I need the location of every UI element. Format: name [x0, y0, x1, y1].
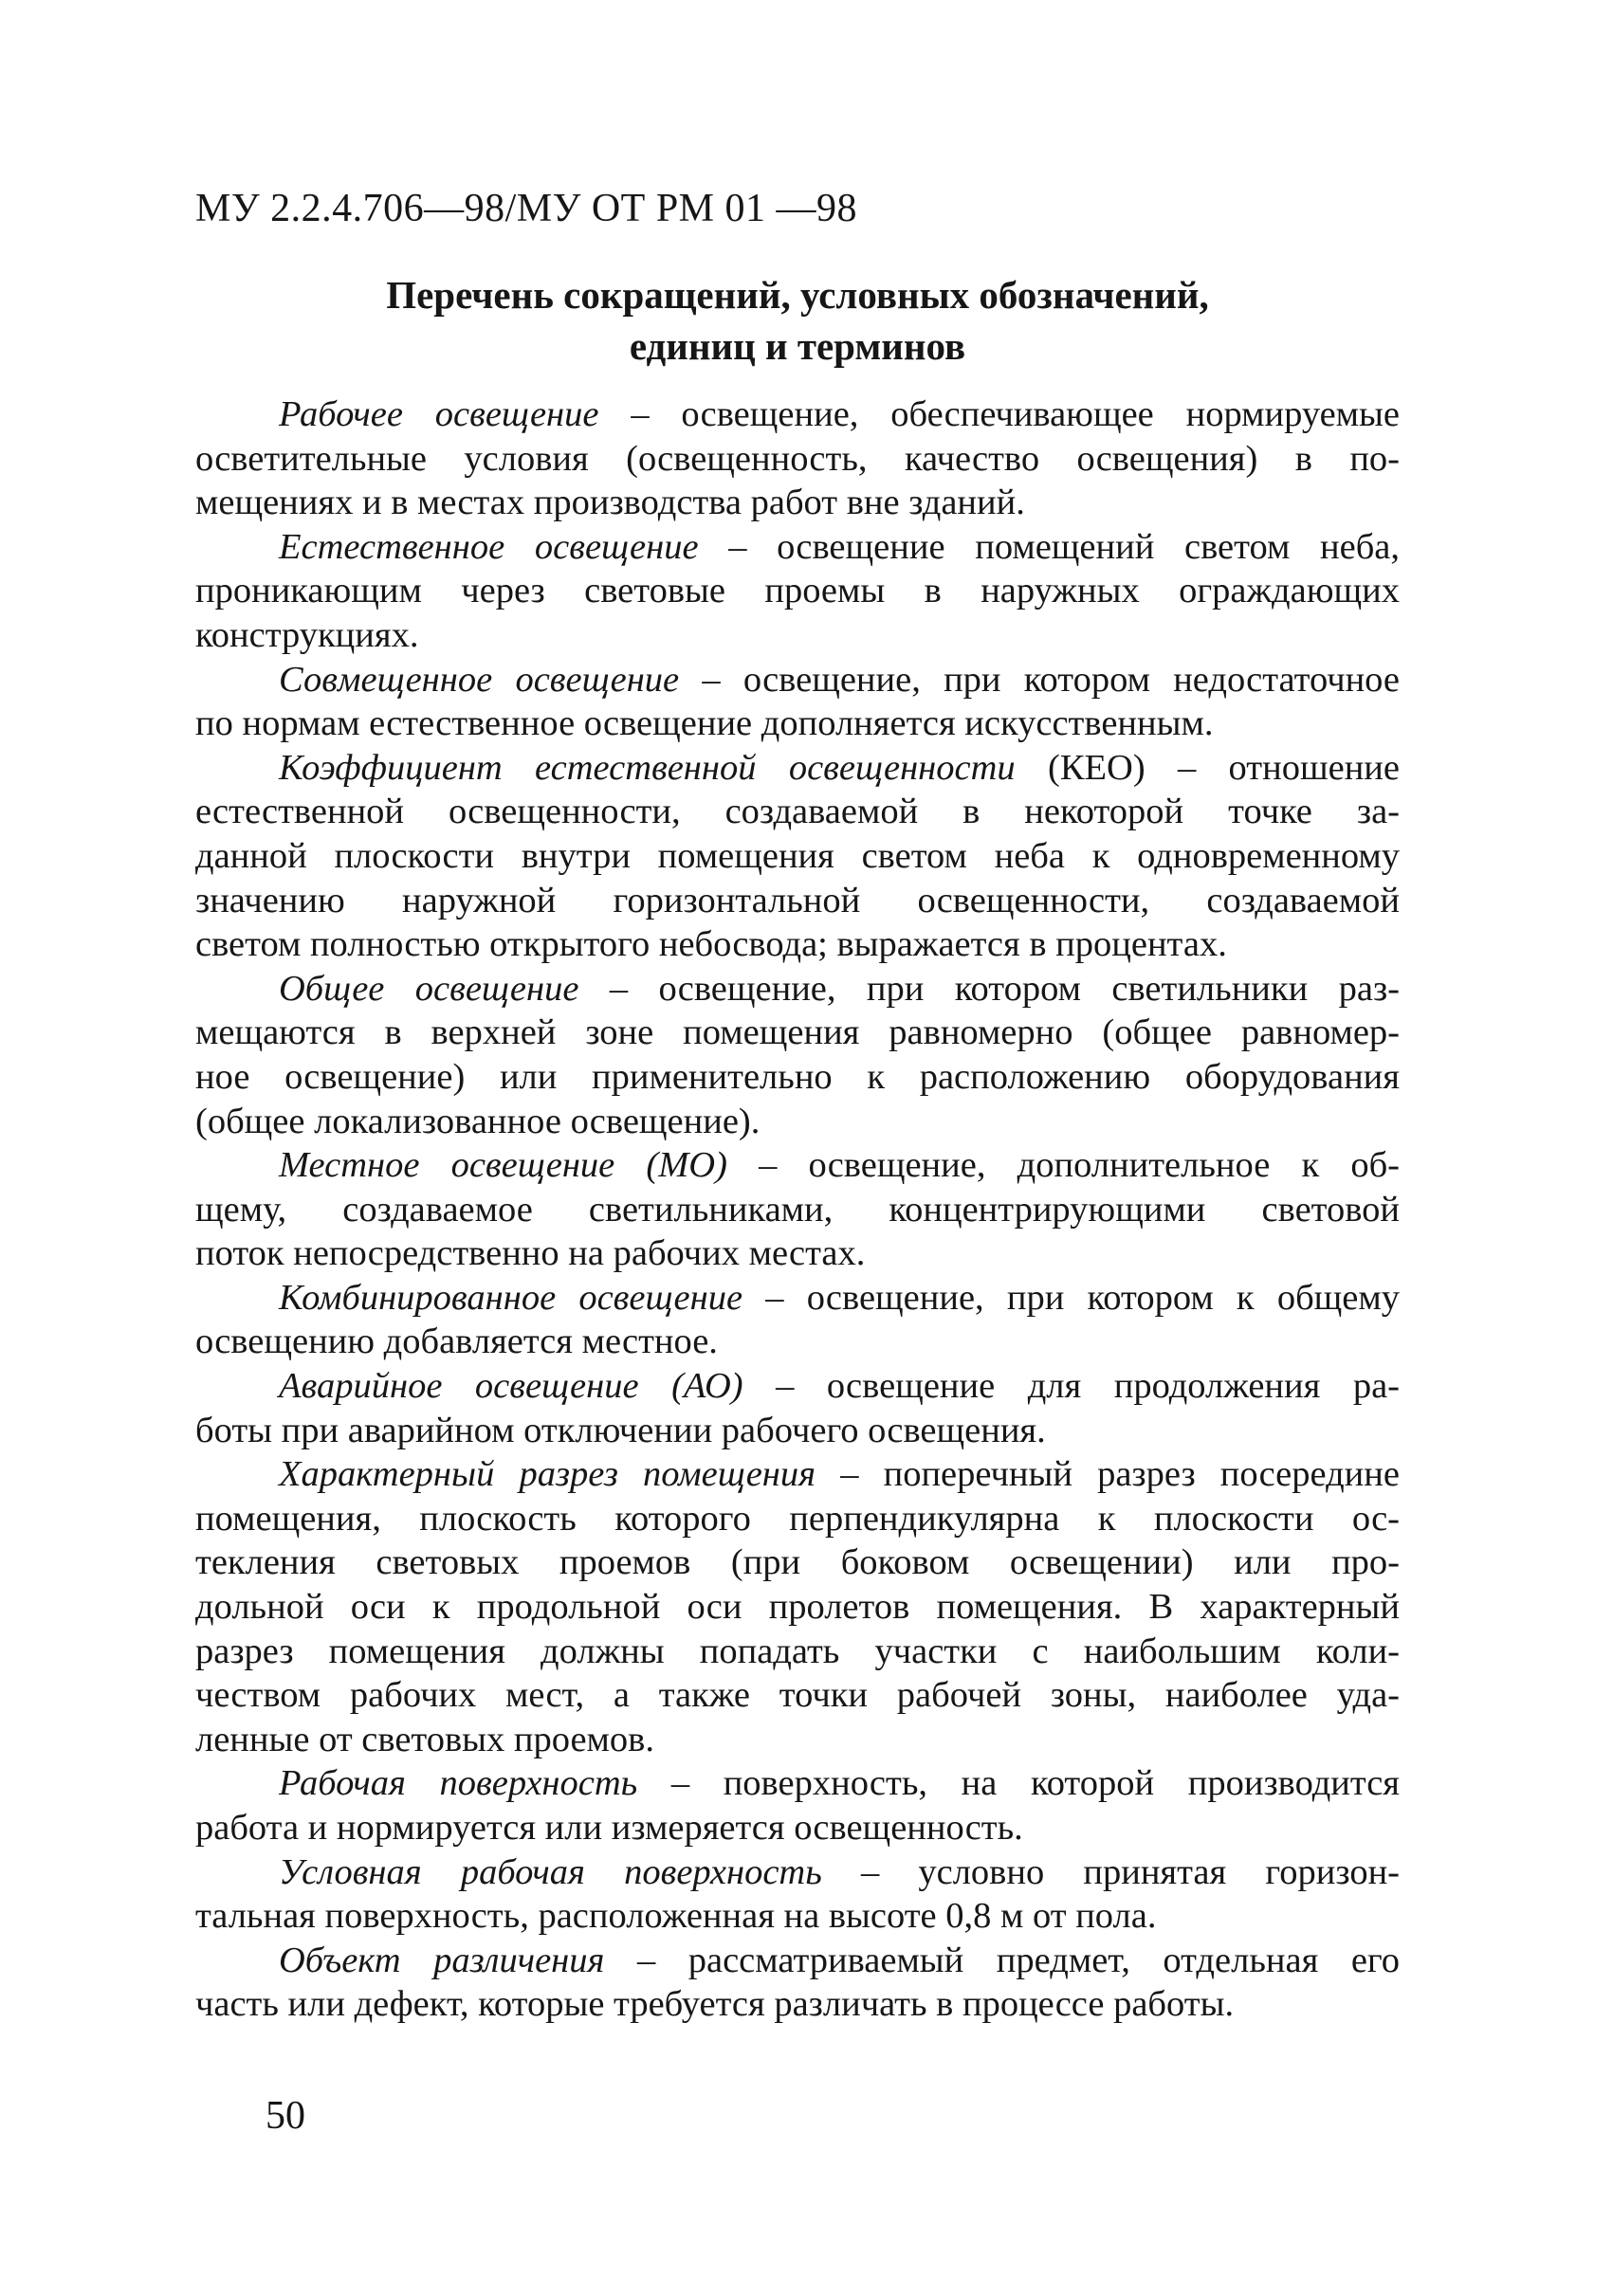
page-number: 50: [266, 2094, 305, 2138]
section-heading-line-1: Перечень сокращений, условных обозначений,: [386, 273, 1209, 317]
definition-line: [195, 1497, 1400, 1541]
definition-line: [195, 569, 1400, 613]
definition-line: [195, 1894, 1400, 1939]
definition-line: [195, 702, 1400, 746]
definition-text: часть или дефект, которые требуется различать в процессе работы.: [195, 1984, 1235, 2025]
definition-text: ное освещение) или применительно к расположению оборудования: [195, 1056, 1400, 1097]
definition-line: [195, 746, 1400, 791]
definition-entry: [195, 1850, 1400, 1939]
term-name: Естественное освещение: [279, 526, 699, 567]
definition-line: [195, 1100, 1400, 1144]
definition-line: [195, 967, 1400, 1011]
definition-text: разрез помещения должны попадать участки с наибольшим коли-: [195, 1631, 1400, 1671]
section-heading: [195, 269, 1400, 372]
definition-text: – освещение для продолжения ра-: [742, 1366, 1401, 1407]
definition-text: – освещение, при котором к общему: [742, 1277, 1401, 1318]
term-name: Общее освещение: [279, 968, 579, 1009]
definition-line: [195, 1364, 1400, 1409]
definition-text: – освещение, обеспечивающее нормируемые: [598, 394, 1400, 434]
definition-text: осветительные условия (освещенность, качество освещения) в по-: [195, 438, 1400, 479]
definition-entry: [195, 967, 1400, 1143]
definition-line: [195, 879, 1400, 923]
definition-line: [195, 1673, 1400, 1718]
term-name: Коэффициент естественной освещенности: [279, 747, 1016, 788]
definition-text: чеством рабочих мест, а также точки рабочей зоны, наиболее уда-: [195, 1675, 1400, 1716]
definition-line: [195, 1806, 1400, 1850]
definition-line: [195, 1409, 1400, 1453]
definition-line: [195, 1055, 1400, 1100]
definition-text: дольной оси к продольной оси пролетов помещения. В характерный: [195, 1587, 1400, 1628]
definition-text: – поверхность, на которой производится: [637, 1763, 1400, 1804]
definition-line: [195, 1630, 1400, 1674]
definition-line: [195, 1231, 1400, 1276]
definition-text: – освещение, при котором недостаточное: [679, 659, 1400, 700]
definition-line: [195, 658, 1400, 702]
definition-text: текления световых проемов (при боковом освещении) или про-: [195, 1542, 1400, 1583]
definition-entry: [195, 1364, 1400, 1452]
definition-line: [195, 392, 1400, 437]
definition-text: мещениях и в местах производства работ вне зданий.: [195, 483, 1025, 523]
definition-text: – условно принятая горизон-: [821, 1851, 1400, 1892]
definition-text: проникающим через световые проемы в наружных ограждающих: [195, 571, 1400, 611]
definition-entry: [195, 525, 1400, 658]
term-name: Характерный разрез помещения: [279, 1454, 816, 1495]
definition-text: помещения, плоскость которого перпендикулярна к плоскости ос-: [195, 1498, 1400, 1539]
definition-text: конструкциях.: [195, 614, 419, 655]
definition-line: [195, 834, 1400, 879]
section-heading-line-2: единиц и терминов: [629, 324, 966, 368]
definition-line: [195, 1982, 1400, 2027]
definition-text: поток непосредственно на рабочих местах.: [195, 1233, 866, 1274]
definition-line: [195, 525, 1400, 570]
definition-line: [195, 481, 1400, 525]
definitions-list: [195, 392, 1400, 2027]
definition-text: мещаются в верхней зоне помещения равномерно (общее равномер-: [195, 1012, 1400, 1053]
definition-line: [195, 1452, 1400, 1497]
definition-text: боты при аварийном отключении рабочего освещения.: [195, 1410, 1046, 1450]
definition-line: [195, 1850, 1400, 1895]
definition-text: по нормам естественное освещение дополняется искусственным.: [195, 703, 1214, 744]
definition-entry: [195, 746, 1400, 967]
definition-text: – поперечный разрез посередине: [816, 1454, 1400, 1495]
definition-entry: [195, 1276, 1400, 1364]
term-name: Объект различения: [279, 1940, 605, 1980]
definition-text: щему, создаваемое светильниками, концентрирующими световой: [195, 1189, 1400, 1230]
definition-entry: [195, 1939, 1400, 2027]
definition-line: [195, 1761, 1400, 1806]
term-name: Совмещенное освещение: [279, 659, 680, 700]
definition-entry: [195, 658, 1400, 746]
definition-line: [195, 1540, 1400, 1585]
term-name: Местное освещение (МО): [279, 1145, 727, 1186]
term-name: Рабочая поверхность: [279, 1763, 638, 1804]
definition-line: [195, 1718, 1400, 1762]
definition-text: – рассматриваемый предмет, отдельная его: [604, 1940, 1400, 1980]
definition-text: – освещение, дополнительное к об-: [726, 1145, 1400, 1186]
definition-text: тальная поверхность, расположенная на высоте 0,8 м от пола.: [195, 1896, 1157, 1937]
term-name: Рабочее освещение: [279, 394, 599, 434]
term-name: Аварийное освещение (АО): [279, 1366, 743, 1407]
definition-line: [195, 1276, 1400, 1321]
definition-text: значению наружной горизонтальной освещенности, создаваемой: [195, 880, 1400, 920]
definition-line: [195, 1320, 1400, 1364]
definition-entry: [195, 1452, 1400, 1761]
definition-line: [195, 1011, 1400, 1055]
definition-text: естественной освещенности, создаваемой в некоторой точке за-: [195, 792, 1400, 832]
term-name: Условная рабочая поверхность: [279, 1851, 822, 1892]
definition-line: [195, 790, 1400, 834]
document-code: МУ 2.2.4.706—98/МУ ОТ РМ 01 —98: [195, 187, 858, 230]
definition-text: освещению добавляется местное.: [195, 1321, 718, 1362]
definition-line: [195, 437, 1400, 482]
definition-line: [195, 1143, 1400, 1188]
definition-line: [195, 1188, 1400, 1232]
definition-text: работа и нормируется или измеряется освещенность.: [195, 1808, 1023, 1848]
term-name: Комбинированное освещение: [279, 1277, 743, 1318]
definition-line: [195, 1585, 1400, 1630]
definition-entry: [195, 1143, 1400, 1276]
definition-text: – освещение, при котором светильники раз-: [578, 968, 1400, 1009]
definition-text: (общее локализованное освещение).: [195, 1101, 761, 1141]
definition-text: ленные от световых проемов.: [195, 1719, 654, 1759]
definition-line: [195, 922, 1400, 967]
definition-entry: [195, 392, 1400, 525]
definition-text: – освещение помещений светом неба,: [698, 526, 1400, 567]
definition-text: данной плоскости внутри помещения светом неба к одновременному: [195, 835, 1400, 876]
definition-line: [195, 1939, 1400, 1983]
definition-text: светом полностью открытого небосвода; выражается в процентах.: [195, 924, 1227, 965]
definition-entry: [195, 1761, 1400, 1850]
definition-text: (КЕО) – отношение: [1015, 747, 1400, 788]
definition-line: [195, 613, 1400, 658]
